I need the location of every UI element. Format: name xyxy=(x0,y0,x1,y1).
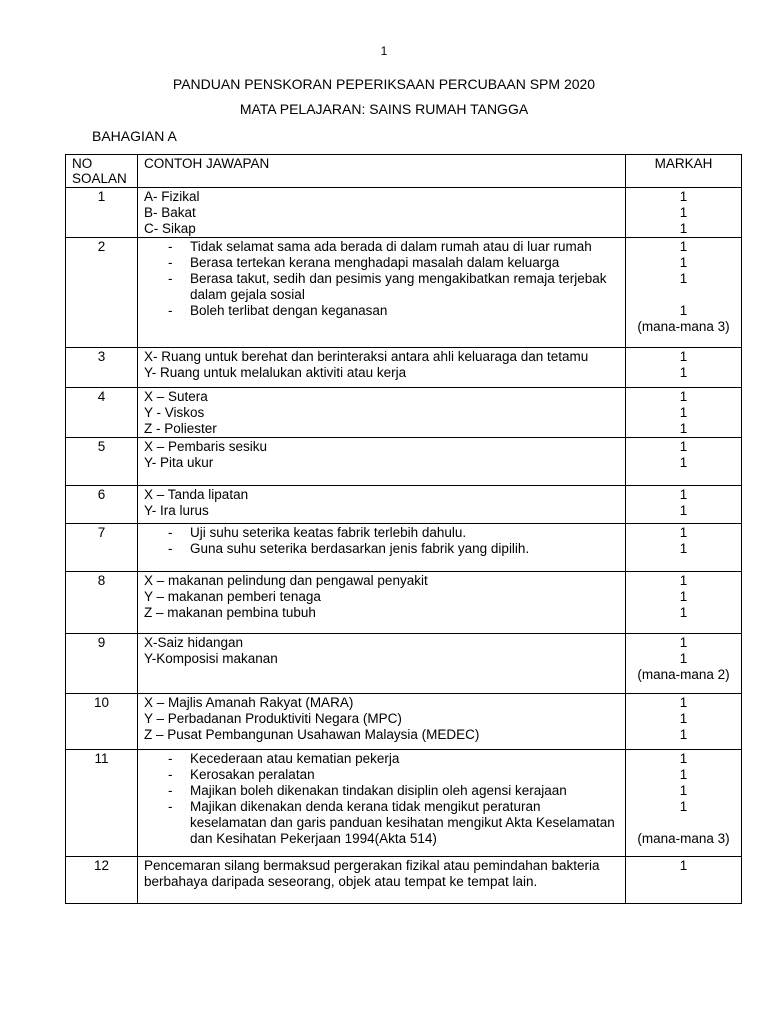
answer-bullet-item: - Berasa takut, sedih dan pesimis yang mengakibatkan remaja terjebak dalam gejala sosial xyxy=(168,271,619,303)
answer-bullet-item: - Majikan dikenakan denda kerana tidak mengikut peraturan keselamatan dan garis panduan kesihatan mengikut Akta Keselamatan dan Kesihatan Pekerjaan 1994(Akta 514) xyxy=(168,799,619,847)
mark-value: 1 xyxy=(679,487,688,502)
answer-line: X- Ruang untuk berehat dan berinteraksi antara ahli keluaraga dan tetamu xyxy=(144,349,589,364)
answer-bullet-item: - Berasa tertekan kerana menghadapi masalah dalam keluarga xyxy=(168,255,619,271)
mark-value: (mana-mana 2) xyxy=(637,667,730,682)
answer-bullet-item: - Boleh terlibat dengan keganasan xyxy=(168,303,619,319)
mark-value: 1 xyxy=(679,573,688,588)
mark-value: 1 xyxy=(679,349,688,364)
answer-line: X – Pembaris sesiku xyxy=(144,439,268,454)
marks-cell xyxy=(626,486,742,524)
answer-cell xyxy=(138,238,626,348)
mark-value: 1 xyxy=(679,751,688,766)
question-number: 8 xyxy=(66,572,138,634)
question-number: 12 xyxy=(66,857,138,904)
table-row xyxy=(66,634,742,694)
header-no-soalan: NO SOALAN xyxy=(66,155,138,188)
mark-value: 1 xyxy=(679,767,688,782)
mark-value: 1 xyxy=(679,221,688,236)
answer-line: X – Majlis Amanah Rakyat (MARA) xyxy=(144,695,354,710)
answer-line: X-Saiz hidangan xyxy=(144,635,244,650)
answer-cell xyxy=(138,524,626,572)
answer-line: Y- Ira lurus xyxy=(144,503,209,518)
table-header-row xyxy=(66,155,742,188)
marks-cell xyxy=(626,634,742,694)
table-row xyxy=(66,694,742,750)
mark-value: 1 xyxy=(679,439,688,454)
mark-value xyxy=(632,287,735,303)
marks-cell xyxy=(626,348,742,388)
question-number: 7 xyxy=(66,524,138,572)
mark-value: 1 xyxy=(679,389,688,404)
mark-value: 1 xyxy=(679,303,688,318)
table-row xyxy=(66,486,742,524)
marks-cell xyxy=(626,438,742,486)
mark-value: 1 xyxy=(679,651,688,666)
answer-cell xyxy=(138,438,626,486)
answer-line: Y- Pita ukur xyxy=(144,455,214,470)
mark-value: 1 xyxy=(679,783,688,798)
answer-line: Y – makanan pemberi tenaga xyxy=(144,589,321,604)
question-number: 3 xyxy=(66,348,138,388)
question-number: 11 xyxy=(66,750,138,857)
mark-value: (mana-mana 3) xyxy=(637,319,730,334)
mark-value: 1 xyxy=(679,799,688,814)
section-heading: BAHAGIAN A xyxy=(92,128,177,144)
mark-value: 1 xyxy=(679,605,688,620)
marking-scheme-table xyxy=(65,154,742,904)
answer-line: Z - Poliester xyxy=(144,421,217,436)
answer-bullet-item: - Majikan boleh dikenakan tindakan disiplin oleh agensi kerajaan xyxy=(168,783,619,799)
answer-line: A- Fizikal xyxy=(144,189,200,204)
table-row xyxy=(66,857,742,904)
answer-line: Y – Perbadanan Produktiviti Negara (MPC) xyxy=(144,711,402,726)
question-number: 6 xyxy=(66,486,138,524)
mark-value: 1 xyxy=(679,271,688,286)
marks-cell xyxy=(626,857,742,904)
table-row xyxy=(66,188,742,238)
question-number: 1 xyxy=(66,188,138,238)
answer-bullet-list xyxy=(144,525,619,557)
mark-value: (mana-mana 3) xyxy=(637,831,730,846)
answer-cell xyxy=(138,634,626,694)
mark-value: 1 xyxy=(679,255,688,270)
table-row xyxy=(66,750,742,857)
table-row xyxy=(66,572,742,634)
answer-line: Z – Pusat Pembangunan Usahawan Malaysia (MEDEC) xyxy=(144,727,480,742)
table-row xyxy=(66,524,742,572)
mark-value: 1 xyxy=(679,695,688,710)
table-row xyxy=(66,238,742,348)
mark-value: 1 xyxy=(679,503,688,518)
answer-cell xyxy=(138,388,626,438)
mark-value xyxy=(632,815,735,831)
mark-value: 1 xyxy=(679,727,688,742)
answer-line: Y-Komposisi makanan xyxy=(144,651,278,666)
mark-value: 1 xyxy=(679,205,688,220)
answer-line: Y - Viskos xyxy=(144,405,205,420)
question-number: 10 xyxy=(66,694,138,750)
table-row xyxy=(66,388,742,438)
answer-bullet-item: - Kerosakan peralatan xyxy=(168,767,619,783)
answer-bullet-item: - Uji suhu seterika keatas fabrik terlebih dahulu. xyxy=(168,525,619,541)
answer-cell xyxy=(138,348,626,388)
mark-value: 1 xyxy=(679,525,688,540)
mark-value: 1 xyxy=(679,365,688,380)
header-markah: MARKAH xyxy=(626,155,742,188)
answer-cell xyxy=(138,572,626,634)
marks-cell xyxy=(626,238,742,348)
page-number: 1 xyxy=(380,44,388,58)
question-number: 4 xyxy=(66,388,138,438)
answer-line: Z – makanan pembina tubuh xyxy=(144,605,316,620)
marks-cell xyxy=(626,694,742,750)
marks-cell xyxy=(626,524,742,572)
marks-cell xyxy=(626,188,742,238)
mark-value: 1 xyxy=(679,405,688,420)
answer-line: Y- Ruang untuk melalukan aktiviti atau kerja xyxy=(144,365,407,380)
answer-bullet-list xyxy=(144,239,619,319)
question-number: 2 xyxy=(66,238,138,348)
mark-value: 1 xyxy=(679,589,688,604)
table-row xyxy=(66,348,742,388)
mark-value: 1 xyxy=(679,189,688,204)
answer-bullet-item: - Kecederaan atau kematian pekerja xyxy=(168,751,619,767)
answer-cell xyxy=(138,694,626,750)
marks-cell xyxy=(626,572,742,634)
marks-cell xyxy=(626,388,742,438)
table-row xyxy=(66,438,742,486)
mark-value: 1 xyxy=(679,635,688,650)
answer-cell xyxy=(138,188,626,238)
document-title: PANDUAN PENSKORAN PEPERIKSAAN PERCUBAAN SPM 2020 xyxy=(172,76,596,92)
answer-line: X – Tanda lipatan xyxy=(144,487,249,502)
mark-value: 1 xyxy=(679,858,688,873)
answer-cell xyxy=(138,486,626,524)
answer-line: X – makanan pelindung dan pengawal penyakit xyxy=(144,573,428,588)
mark-value: 1 xyxy=(679,541,688,556)
answer-line: C- Sikap xyxy=(144,221,196,236)
answer-cell xyxy=(138,750,626,857)
mark-value: 1 xyxy=(679,421,688,436)
answer-bullet-item: - Guna suhu seterika berdasarkan jenis fabrik yang dipilih. xyxy=(168,541,619,557)
mark-value: 1 xyxy=(679,239,688,254)
answer-cell xyxy=(138,857,626,904)
marks-cell xyxy=(626,750,742,857)
answer-line: B- Bakat xyxy=(144,205,196,220)
answer-bullet-item: - Tidak selamat sama ada berada di dalam rumah atau di luar rumah xyxy=(168,239,619,255)
subject-title: MATA PELAJARAN: SAINS RUMAH TANGGA xyxy=(239,101,529,117)
answer-line: Pencemaran silang bermaksud pergerakan fizikal atau pemindahan bakteria berbahaya daripada seseorang, objek atau tempat ke tempat lain. xyxy=(144,858,600,889)
header-contoh-jawapan: CONTOH JAWAPAN xyxy=(138,155,626,188)
mark-value: 1 xyxy=(679,711,688,726)
answer-line: X – Sutera xyxy=(144,389,208,404)
question-number: 9 xyxy=(66,634,138,694)
mark-value: 1 xyxy=(679,455,688,470)
question-number: 5 xyxy=(66,438,138,486)
answer-bullet-list xyxy=(144,751,619,847)
